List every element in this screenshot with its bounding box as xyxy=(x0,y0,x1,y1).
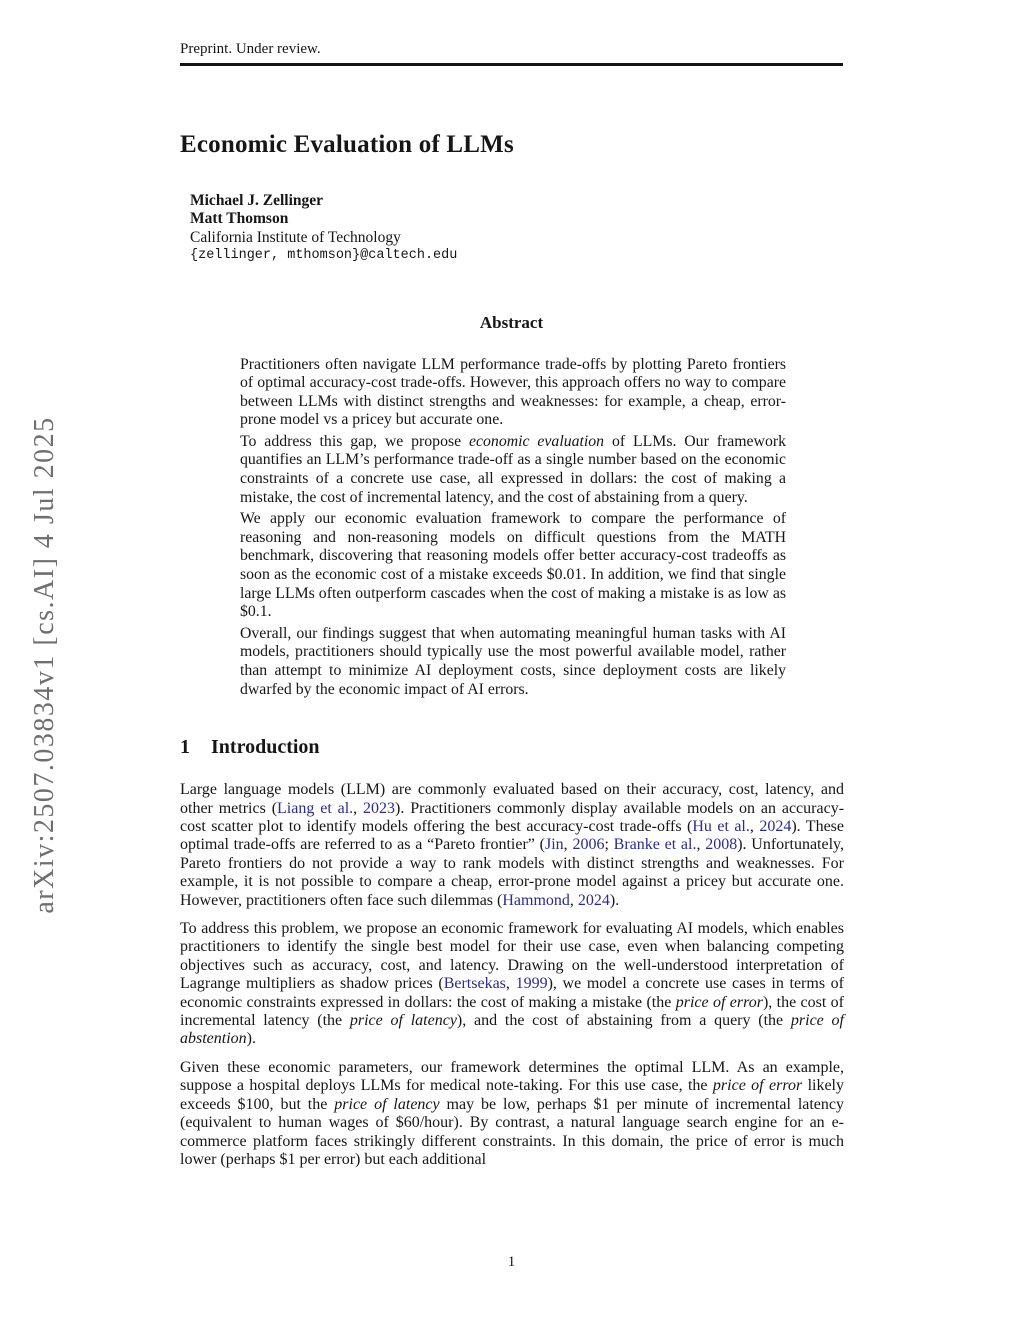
text-run: price of abstention xyxy=(180,1012,844,1048)
section-heading-introduction xyxy=(180,735,843,760)
abstract-heading: Abstract xyxy=(479,312,544,332)
text-run: Large language models (LLM) are commonly evaluated based on their accuracy, cost, latency, and other metrics ( xyxy=(180,781,844,817)
text-run: ). These optimal trade-offs are referred to as a “Pareto frontier” ( xyxy=(180,818,845,854)
citation-link[interactable]: 2008 xyxy=(705,836,738,854)
text-run: Overall, our findings suggest that when automating meaningful human tasks with AI models, practitioners should typically use the most powerful available model, rather than attempt to minimize AI deployment costs, since deployment costs are likely dwarfed by the economic impact of AI errors. xyxy=(240,624,786,698)
email-line: {zellinger, mthomson}@caltech.edu xyxy=(190,248,458,263)
body-paragraph xyxy=(180,1059,844,1169)
section-body-introduction xyxy=(180,781,844,1169)
text-run: price of error xyxy=(712,1077,803,1095)
author-name: Matt Thomson xyxy=(190,210,289,227)
citation-link[interactable]: Hammond xyxy=(502,891,570,909)
text-run: ), we model a concrete use cases in terms of economic constraints expressed in dollars: the cost of making a mistake (the xyxy=(180,975,845,1011)
text-run: economic evaluation xyxy=(469,432,605,450)
section-number: 1 xyxy=(180,736,190,759)
citation-link[interactable]: Jin xyxy=(545,836,564,854)
text-run: ). xyxy=(609,891,620,909)
body-paragraph xyxy=(180,920,844,1049)
citation-link[interactable]: 2023 xyxy=(363,799,396,817)
citation-link[interactable]: 2006 xyxy=(572,836,605,854)
text-run: ; xyxy=(604,836,614,854)
text-run: , xyxy=(749,818,760,835)
text-run: likely exceeds $100, but the xyxy=(180,1077,845,1113)
text-run: , xyxy=(353,799,364,817)
text-run: Practitioners often navigate LLM performance trade-offs by plotting Pareto frontiers of optimal accuracy-cost trade-offs. However, this approach offers no way to compare between LLMs with distinct strengths and weaknesses: for example, a cheap, error-prone model vs a pricey but accurate one. xyxy=(240,355,786,429)
arxiv-watermark: arXiv:2507.03834v1 [cs.AI] 4 Jul 2025 xyxy=(29,416,60,914)
abstract-paragraph xyxy=(240,433,786,507)
text-run: , xyxy=(505,975,516,993)
text-run: ). xyxy=(246,1030,256,1048)
text-run: ). Unfortunately, Pareto frontiers do not provide a way to rank models with distinct strengths and weaknesses. For example, it is not possible to compare a cheap, error-prone model against a pricey but accurate one. However, practitioners often face such dilemmas ( xyxy=(180,836,845,909)
affiliation: California Institute of Technology xyxy=(190,228,401,246)
citation-link[interactable]: Bertsekas xyxy=(443,975,506,993)
text-run: , xyxy=(569,891,578,909)
author-block xyxy=(190,192,843,266)
citation-link[interactable]: Liang et al. xyxy=(277,799,354,817)
abstract-paragraph xyxy=(240,356,786,430)
text-run: ), and the cost of abstaining from a query (the xyxy=(456,1012,791,1030)
citation-link[interactable]: 2024 xyxy=(759,818,792,835)
preprint-notice: Preprint. Under review. xyxy=(180,41,321,57)
text-run: , xyxy=(696,836,706,854)
citation-link[interactable]: Branke et al. xyxy=(613,836,697,854)
citation-link[interactable]: Hu et al. xyxy=(692,818,750,835)
text-run: of LLMs. Our framework quantifies an LLM’s performance trade-off as a single number based on the economic constraints of a concrete use case, all expressed in dollars: the cost of making a mistake, the cost of incremental latency, and the cost of abstaining from a query. xyxy=(240,432,787,506)
text-run: ), the cost of incremental latency (the xyxy=(180,993,845,1030)
paper-title: Economic Evaluation of LLMs xyxy=(180,130,514,158)
abstract-paragraph xyxy=(240,625,786,699)
page-number: 1 xyxy=(507,1254,516,1270)
citation-link[interactable]: 2024 xyxy=(577,891,610,909)
body-paragraph xyxy=(180,781,844,910)
text-run: price of error xyxy=(675,993,763,1011)
section-title: Introduction xyxy=(211,736,320,759)
text-run: price of latency xyxy=(349,1012,457,1030)
text-run: ). Practitioners commonly display available models on an accuracy-cost scatter plot to identify models offering the best accuracy-cost trade-offs ( xyxy=(180,799,845,835)
author-name: Michael J. Zellinger xyxy=(190,191,324,209)
text-run: may be low, perhaps $1 per minute of incremental latency (equivalent to human wages of $60/hour). By contrast, a natural language search engine for an e-commerce platform faces strikingly different constraints. In this domain, the price of error is much lower (perhaps $1 per error) but each additional xyxy=(180,1095,845,1168)
text-run: , xyxy=(563,836,573,854)
header-rule xyxy=(180,63,843,66)
text-run: We apply our economic evaluation framework to compare the performance of reasoning and non-reasoning models on difficult questions from the MATH benchmark, discovering that reasoning models offer better accuracy-cost tradeoffs as soon as the economic cost of a mistake exceeds $0.01. In addition, we find that single large LLMs often outperform cascades when the cost of making a mistake is as low as $0.1. xyxy=(240,510,786,621)
text-run: To address this gap, we propose xyxy=(240,432,470,450)
citation-link[interactable]: 1999 xyxy=(515,975,548,993)
text-run: price of latency xyxy=(334,1095,440,1113)
text-run: To address this problem, we propose an economic framework for evaluating AI models, which enables practitioners to identify the single best model for their use case, even when balancing competing objectives such as accuracy, cost, and latency. Drawing on the well-understood interpretation of Lagrange multipliers as shadow prices ( xyxy=(180,920,844,993)
text-run: Given these economic parameters, our framework determines the optimal LLM. As an example, suppose a hospital deploys LLMs for medical note-taking. For this use case, the xyxy=(180,1058,844,1095)
abstract-body xyxy=(240,356,786,700)
abstract-paragraph xyxy=(240,510,786,622)
